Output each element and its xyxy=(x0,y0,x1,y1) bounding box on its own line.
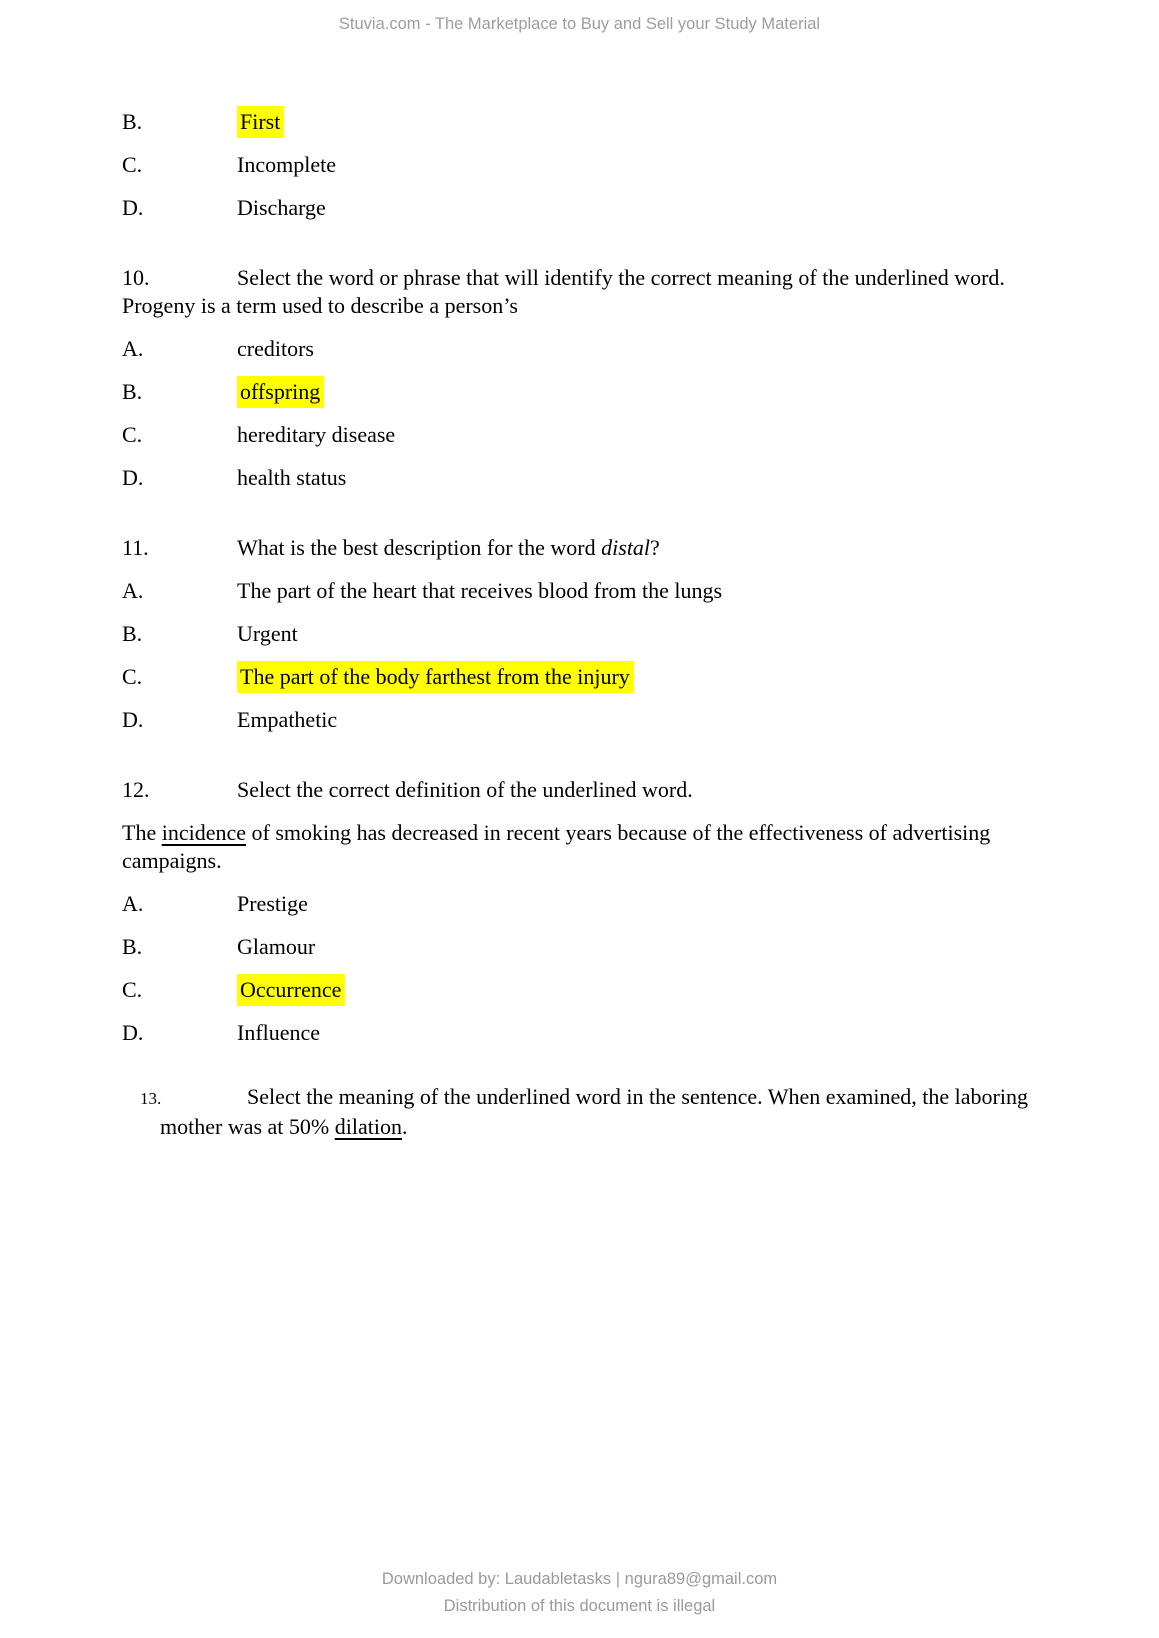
answer-option xyxy=(122,108,1037,136)
option-text: The part of the heart that receives blood from the lungs xyxy=(237,578,723,603)
question-number: 10. xyxy=(122,265,150,290)
question-text: ? xyxy=(650,535,660,560)
option-letter: C. xyxy=(122,422,143,447)
sentence-text: The xyxy=(122,820,162,845)
option-letter: B. xyxy=(122,934,143,959)
option-text: Incomplete xyxy=(237,152,336,177)
option-text: Urgent xyxy=(237,621,298,646)
option-text-highlighted: offspring xyxy=(237,376,324,408)
option-letter: D. xyxy=(122,707,144,732)
question-12-sentence xyxy=(122,819,1037,875)
footer-distribution-notice: Distribution of this document is illegal xyxy=(443,1597,716,1615)
option-letter: D. xyxy=(122,1020,144,1045)
answer-option xyxy=(122,335,1037,363)
footer-downloaded-by: Downloaded by: Laudabletasks | ngura89@gmail.com xyxy=(381,1570,778,1588)
answer-option xyxy=(122,378,1037,406)
page-footer xyxy=(0,1566,1159,1620)
question-10 xyxy=(122,264,1037,320)
question-text-italic: distal xyxy=(601,535,651,560)
question-text: Select the correct definition of the underlined word. xyxy=(237,777,693,802)
option-text-highlighted: First xyxy=(237,106,284,138)
option-letter: C. xyxy=(122,152,143,177)
document-body xyxy=(122,0,1037,1156)
answer-option xyxy=(122,421,1037,449)
question-text: Select the word or phrase that will identify the correct meaning of the underlined word. Progeny is a term used to describe a person’s xyxy=(122,265,1005,318)
option-letter: B. xyxy=(122,109,143,134)
option-text-highlighted: Occurrence xyxy=(237,974,345,1006)
page-header: Stuvia.com - The Marketplace to Buy and Sell your Study Material xyxy=(338,15,821,33)
question-text: . xyxy=(401,1114,408,1139)
option-text: Influence xyxy=(237,1020,321,1045)
option-text: Empathetic xyxy=(237,707,338,732)
option-text: creditors xyxy=(237,336,314,361)
option-letter: A. xyxy=(122,578,144,603)
sentence-text-underlined: incidence xyxy=(161,820,246,845)
answer-option xyxy=(122,933,1037,961)
option-text: Discharge xyxy=(237,195,326,220)
answer-option xyxy=(122,1019,1037,1047)
option-text: health status xyxy=(237,465,347,490)
option-letter: A. xyxy=(122,336,144,361)
question-number: 12. xyxy=(122,777,150,802)
option-text: Prestige xyxy=(237,891,308,916)
answer-option xyxy=(122,194,1037,222)
answer-option xyxy=(122,663,1037,691)
option-letter: B. xyxy=(122,379,143,404)
sentence-text: of smoking has decreased in recent years because of the effectiveness of advertising campaigns. xyxy=(122,820,991,873)
answer-option xyxy=(122,976,1037,1004)
option-letter: C. xyxy=(122,664,143,689)
option-letter: D. xyxy=(122,195,144,220)
answer-option xyxy=(122,620,1037,648)
option-letter: A. xyxy=(122,891,144,916)
answer-option xyxy=(122,706,1037,734)
question-12 xyxy=(122,776,1037,804)
answer-option xyxy=(122,890,1037,918)
question-text: What is the best description for the word xyxy=(237,535,602,560)
answer-option xyxy=(122,577,1037,605)
question-number: 11. xyxy=(122,535,149,560)
option-text-highlighted: The part of the body farthest from the injury xyxy=(237,661,634,693)
question-13 xyxy=(140,1083,1037,1141)
question-11 xyxy=(122,534,1037,562)
option-text: Glamour xyxy=(237,934,316,959)
answer-option xyxy=(122,464,1037,492)
question-number: 13. xyxy=(140,1089,162,1108)
option-letter: D. xyxy=(122,465,144,490)
question-text: Select the meaning of the underlined word in the sentence. When examined, the laboring mother was at 50% xyxy=(160,1084,1028,1139)
option-letter: C. xyxy=(122,977,143,1002)
question-text-underlined: dilation xyxy=(334,1114,402,1139)
answer-option xyxy=(122,151,1037,179)
option-letter: B. xyxy=(122,621,143,646)
option-text: hereditary disease xyxy=(237,422,396,447)
